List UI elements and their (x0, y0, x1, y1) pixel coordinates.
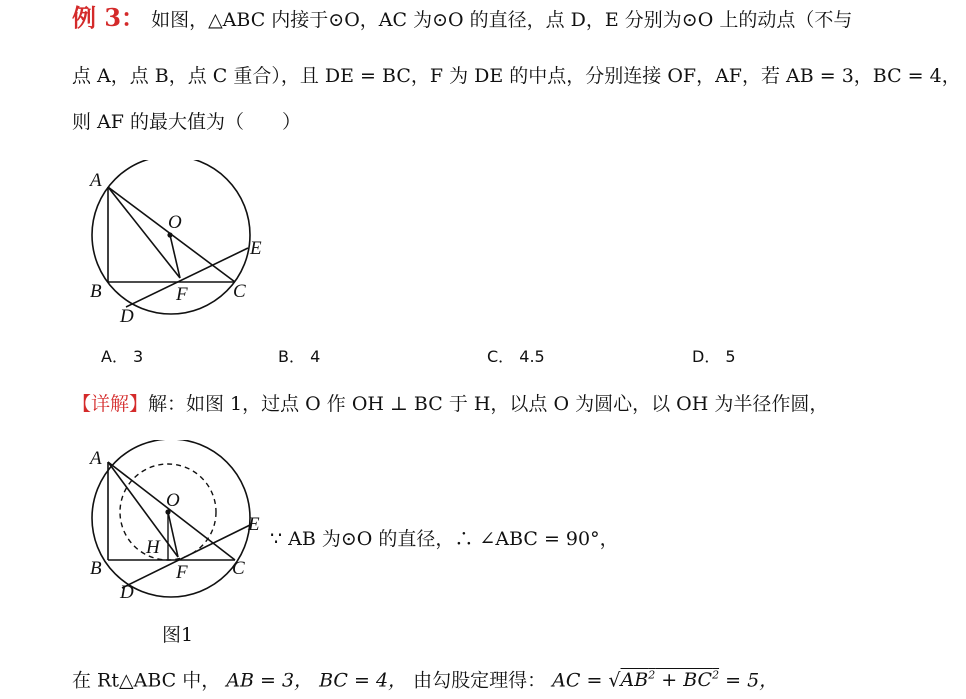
label-b: B (90, 281, 102, 302)
option-b-value: 4 (310, 347, 321, 366)
problem-line-1 (72, 3, 853, 32)
last-line (72, 664, 778, 692)
problem-line-3: 则 AF 的最大值为（ ） (72, 111, 301, 133)
label-c: C (233, 281, 246, 302)
figure-2-side-note: ∵ AB 为⊙O 的直径，∴ ∠ABC = 90°， (270, 528, 619, 550)
solution-tag: 【详解】 (72, 393, 149, 415)
solution-text: 解：如图 1，过点 O 作 OH ⊥ BC 于 H，以点 O 为圆心，以 OH 为半径作圆， (148, 393, 829, 415)
formula-right: = 5， (719, 669, 779, 692)
label-o-2: O (166, 490, 180, 511)
example-label: 例 3： (72, 3, 146, 32)
formula: AC = $√AB^2 + BC^2 = 5$， (552, 669, 779, 692)
option-d-value: 5 (725, 347, 736, 366)
option-a-letter: A． (101, 347, 128, 366)
figure-2-caption: 图1 (162, 624, 194, 646)
last-line-d: 由勾股定理得： (413, 669, 547, 692)
figure-2 (82, 440, 282, 616)
figure-1-svg (82, 160, 282, 332)
label-a-2: A (90, 448, 102, 469)
option-b (278, 346, 320, 368)
option-d (692, 346, 736, 368)
option-d-letter: D． (692, 347, 721, 366)
problem-line-2: 点 A，点 B，点 C 重合），且 DE = BC，F 为 DE 的中点，分别连接 OF，AF，若 AB = 3，BC = 4， (72, 65, 961, 87)
label-d: D (120, 306, 134, 327)
figure-2-svg (82, 440, 282, 612)
center-point (167, 232, 172, 237)
last-line-c: BC = 4， (319, 669, 408, 692)
option-b-letter: B． (278, 347, 305, 366)
formula-bc: + BC (655, 669, 713, 692)
label-d-2: D (120, 582, 134, 603)
label-f-2: F (176, 562, 188, 583)
solution-line (72, 392, 828, 416)
label-b-2: B (90, 558, 102, 579)
problem-text-1: 如图，△ABC 内接于⊙O，AC 为⊙O 的直径，点 D，E 分别为⊙O 上的动点（不与 (151, 9, 853, 31)
formula-sq-1: 2 (648, 669, 656, 682)
option-c-value: 4.5 (519, 347, 545, 366)
label-e: E (250, 238, 262, 259)
label-e-2: E (248, 514, 260, 535)
formula-left: AC = (552, 669, 609, 692)
option-a (101, 346, 143, 368)
option-c-letter: C． (487, 347, 515, 366)
last-line-a: 在 Rt△ABC 中， (72, 669, 221, 692)
figure-1 (82, 160, 282, 336)
formula-ab: AB (620, 669, 649, 692)
label-h-2: H (146, 537, 160, 558)
option-a-value: 3 (133, 347, 144, 366)
last-line-b: AB = 3， (226, 669, 314, 692)
formula-sq-2: 2 (712, 669, 720, 682)
label-c-2: C (232, 558, 245, 579)
option-c (487, 346, 545, 368)
label-a: A (90, 170, 102, 191)
formula-radicand (621, 669, 720, 691)
label-o: O (168, 212, 182, 233)
label-f: F (176, 284, 188, 305)
